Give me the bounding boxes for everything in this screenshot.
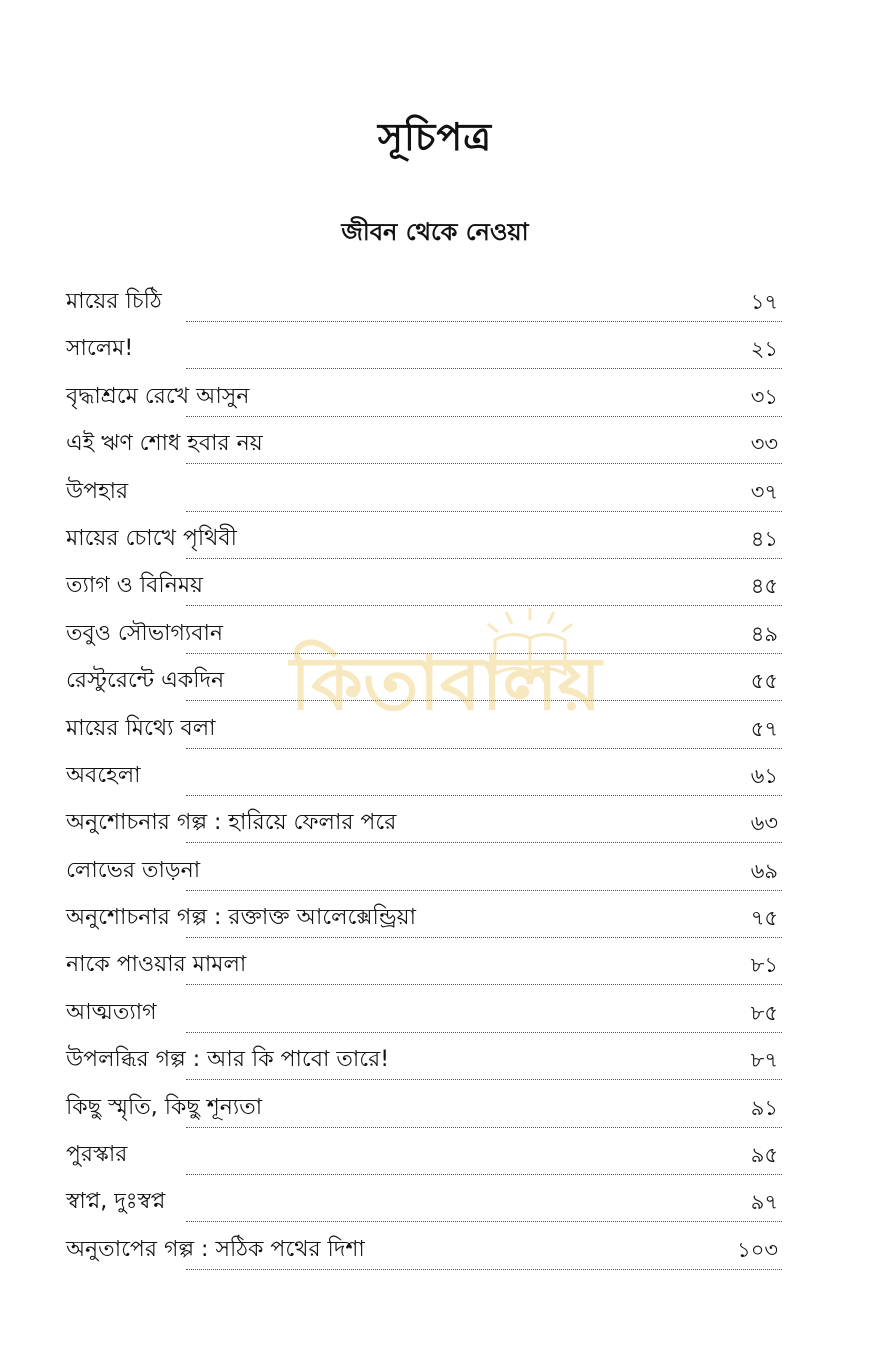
toc-entry-page: ৯১ (750, 1095, 778, 1120)
toc-entry-page: ১৭ (750, 290, 778, 314)
toc-entry-title: অনুশোচনার গল্প : হারিয়ে ফেলার পরে (66, 810, 397, 836)
toc-entry (66, 1084, 782, 1131)
toc-entry-title: পুরস্কার (66, 1142, 128, 1168)
toc-entry (66, 1131, 782, 1178)
table-of-contents (66, 278, 782, 1273)
toc-entry-page: ৪৫ (750, 574, 778, 599)
toc-entry-title: এই ঋণ শোধ হবার নয় (66, 431, 263, 457)
toc-entry-title: নাকে পাওয়ার মামলা (66, 952, 247, 978)
toc-entry (66, 1226, 782, 1273)
toc-entry-page: ৯৭ (750, 1190, 778, 1215)
toc-entry (66, 705, 782, 752)
toc-entry-page: ৬৩ (750, 811, 778, 836)
toc-entry-title: মায়ের চিঠি (66, 289, 162, 314)
toc-entry-page: ৭৫ (750, 906, 778, 931)
toc-entry-title: ত্যাগ ও বিনিময় (66, 573, 204, 599)
toc-entry (66, 657, 782, 704)
toc-entry (66, 278, 782, 325)
toc-entry-title: অনুতাপের গল্প : সঠিক পথের দিশা (66, 1236, 365, 1262)
toc-entry-title: সালেম! (66, 336, 134, 362)
toc-entry (66, 989, 782, 1036)
section-heading: জীবন থেকে নেওয়া (341, 218, 529, 246)
watermark-text: কিতাবালয় (290, 641, 602, 727)
toc-entry-page: ৬৯ (750, 858, 778, 883)
toc-entry (66, 515, 782, 562)
toc-entry-page: ৯৫ (750, 1143, 778, 1168)
toc-entry-title: লোভের তাড়না (66, 857, 201, 883)
toc-entry-page: ৩৭ (750, 479, 778, 504)
toc-entry-title: কিছু স্মৃতি, কিছু শূন্যতা (66, 1094, 263, 1120)
toc-entry-page: ৮১ (750, 953, 778, 978)
toc-entry (66, 610, 782, 657)
toc-entry-page: ৮৭ (750, 1048, 778, 1073)
toc-entry (66, 468, 782, 515)
toc-entry-title: তবুও সৌভাগ্যবান (66, 620, 224, 646)
toc-entry-title: উপলব্ধির গল্প : আর কি পাবো তারে! (66, 1047, 390, 1073)
toc-entry-page: ৩৩ (750, 432, 778, 457)
toc-entry-title: রেস্টুরেন্টে একদিন (66, 668, 225, 694)
toc-entry-title: মায়ের চোখে পৃথিবী (66, 525, 237, 551)
toc-entry-title: অনুশোচনার গল্প : রক্তাক্ত আলেক্সেন্ড্রিয়া (66, 905, 416, 931)
toc-entry-page: ৫৫ (750, 669, 778, 694)
toc-entry (66, 1178, 782, 1225)
toc-entry-page: ৪১ (750, 526, 778, 551)
toc-entry-title: অবহেলা (66, 762, 141, 788)
toc-entry (66, 752, 782, 799)
toc-entry-title: উপহার (66, 478, 129, 504)
toc-entry-page: ২১ (750, 337, 778, 362)
toc-entry (66, 847, 782, 894)
toc-entry-page: ৩১ (750, 384, 778, 409)
toc-entry-page: ১০৩ (737, 1237, 778, 1262)
toc-entry (66, 420, 782, 467)
toc-entry (66, 941, 782, 988)
toc-entry (66, 894, 782, 941)
toc-entry (66, 562, 782, 609)
page-title: সূচিপত্র (377, 115, 493, 159)
toc-entry-page: ৫৭ (750, 716, 778, 741)
toc-entry (66, 799, 782, 846)
toc-entry-title: মায়ের মিথ্যে বলা (66, 715, 216, 741)
toc-entry-page: ৬১ (750, 763, 778, 788)
toc-entry-title: স্বাপ্ন, দুঃস্বপ্ন (66, 1189, 166, 1215)
toc-entry-title: আত্মত্যাগ (66, 999, 157, 1025)
toc-entry (66, 325, 782, 372)
toc-entry-page: ৮৫ (750, 1000, 778, 1025)
toc-entry (66, 373, 782, 420)
toc-entry-page: ৪৯ (750, 621, 778, 646)
toc-entry (66, 1036, 782, 1083)
toc-entry-title: বৃদ্ধাশ্রমে রেখে আসুন (66, 383, 250, 409)
